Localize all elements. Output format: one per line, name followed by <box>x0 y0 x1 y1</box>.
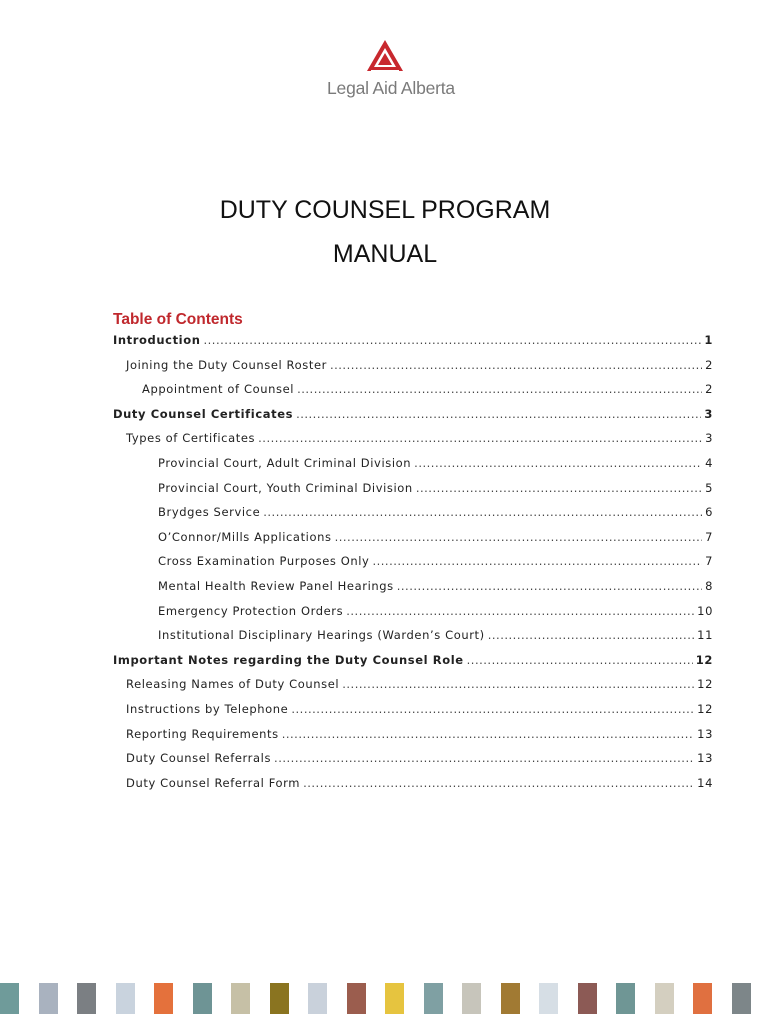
toc-entry[interactable] <box>142 382 713 402</box>
footer-stripe <box>193 983 212 1014</box>
footer-stripe <box>212 983 231 1014</box>
toc-entry-label: Emergency Protection Orders <box>158 603 344 618</box>
toc-heading: Table of Contents <box>113 311 243 328</box>
toc-dot-leader <box>274 751 694 765</box>
toc-dot-leader <box>204 333 702 347</box>
toc-entry-page: 6 <box>705 505 713 520</box>
footer-stripe <box>347 983 366 1014</box>
toc-dot-leader <box>346 604 694 618</box>
footer-stripe <box>96 983 115 1014</box>
toc-entry[interactable] <box>158 456 713 476</box>
toc-entry-page: 3 <box>705 431 713 446</box>
toc-dot-leader <box>263 505 702 519</box>
toc-entry-label: Types of Certificates <box>126 431 256 446</box>
toc-entry-label: Reporting Requirements <box>126 726 279 741</box>
footer-stripe <box>154 983 173 1014</box>
toc-entry[interactable] <box>126 677 713 697</box>
footer-stripe <box>674 983 693 1014</box>
toc-entry-page: 2 <box>705 357 713 372</box>
toc-entry-label: Appointment of Counsel <box>142 382 295 397</box>
footer-stripe <box>116 983 135 1014</box>
toc-entry-page: 7 <box>705 554 713 569</box>
footer-stripe <box>520 983 539 1014</box>
footer-stripe <box>404 983 423 1014</box>
toc-entry-page: 13 <box>697 726 713 741</box>
footer-stripe <box>539 983 558 1014</box>
footer-stripe <box>173 983 192 1014</box>
footer-stripe <box>308 983 327 1014</box>
toc-entry[interactable] <box>126 776 713 796</box>
toc-entry[interactable] <box>158 628 713 648</box>
toc-entry-label: Cross Examination Purposes Only <box>158 554 370 569</box>
toc-entry-page: 13 <box>697 751 713 766</box>
footer-stripe <box>655 983 674 1014</box>
footer-stripe <box>135 983 154 1014</box>
footer-stripe <box>250 983 269 1014</box>
footer-stripe <box>231 983 250 1014</box>
toc-entry-label: Duty Counsel Certificates <box>113 406 294 421</box>
toc-dot-leader <box>296 407 701 421</box>
footer-stripe <box>289 983 308 1014</box>
toc-entry-page: 4 <box>705 456 713 470</box>
toc-entry-label: Important Notes regarding the Duty Counsel Role <box>113 652 464 667</box>
toc-entry-page: 3 <box>704 406 713 421</box>
toc-entry[interactable] <box>126 751 713 771</box>
toc-entry[interactable] <box>126 702 713 722</box>
footer-stripe <box>481 983 500 1014</box>
footer-stripe <box>39 983 58 1014</box>
toc-dot-leader <box>258 431 702 445</box>
toc-entry-label: Introduction <box>113 333 201 347</box>
logo <box>0 38 770 99</box>
toc-entry-page: 10 <box>697 603 713 618</box>
footer-stripe <box>443 983 462 1014</box>
footer-stripe <box>58 983 77 1014</box>
toc-entry-label: Releasing Names of Duty Counsel <box>126 677 340 692</box>
toc-entry[interactable] <box>158 481 713 501</box>
toc-dot-leader <box>488 628 694 642</box>
footer-stripe <box>0 983 19 1014</box>
toc-entry-page: 8 <box>705 579 713 593</box>
toc-dot-leader <box>397 579 702 593</box>
toc-entry-page: 11 <box>697 628 713 643</box>
toc-entry-label: Mental Health Review Panel Hearings <box>158 579 394 593</box>
toc-entry-page: 14 <box>697 775 713 790</box>
toc-entry[interactable] <box>113 407 713 427</box>
toc-dot-leader <box>372 554 702 568</box>
toc-entry-page: 12 <box>695 652 713 667</box>
toc-entry[interactable] <box>158 579 713 599</box>
toc-dot-leader <box>282 727 694 741</box>
toc-entry[interactable] <box>126 727 713 747</box>
toc-entry[interactable] <box>126 358 713 378</box>
toc-entry[interactable] <box>158 554 713 574</box>
footer-stripe <box>366 983 385 1014</box>
footer-stripe <box>501 983 520 1014</box>
logo-text: Legal Aid Alberta <box>327 78 455 98</box>
toc-dot-leader <box>291 702 694 716</box>
footer-stripe <box>558 983 577 1014</box>
footer-stripe <box>732 983 751 1014</box>
footer-stripe <box>712 983 731 1014</box>
toc-entry-page: 5 <box>705 480 713 495</box>
document-title-line-2: MANUAL <box>332 240 438 268</box>
toc-entry-label: Joining the Duty Counsel Roster <box>126 357 327 372</box>
footer-stripe <box>385 983 404 1014</box>
toc-entry[interactable] <box>158 530 713 550</box>
toc-entry-label: O’Connor/Mills Applications <box>158 529 332 544</box>
toc-dot-leader <box>303 776 694 790</box>
footer-stripe <box>597 983 616 1014</box>
toc-entry-page: 12 <box>697 702 713 716</box>
toc-entry-label: Provincial Court, Youth Criminal Division <box>158 480 413 495</box>
footer-stripe <box>77 983 96 1014</box>
toc-entry-page: 12 <box>697 677 713 692</box>
toc-dot-leader <box>335 530 702 544</box>
toc-dot-leader <box>297 382 702 396</box>
footer-stripe <box>578 983 597 1014</box>
toc-entry-label: Duty Counsel Referrals <box>126 751 272 766</box>
toc-entry-label: Instructions by Telephone <box>126 702 289 716</box>
footer-stripe <box>693 983 712 1014</box>
legal-aid-alberta-logo-icon <box>365 38 405 74</box>
toc-entry[interactable] <box>126 431 713 451</box>
toc-entry-label: Provincial Court, Adult Criminal Division <box>158 456 412 470</box>
footer-stripe <box>635 983 654 1014</box>
footer-stripe <box>616 983 635 1014</box>
footer-stripe <box>751 983 770 1014</box>
footer-stripe <box>424 983 443 1014</box>
toc-dot-leader <box>330 358 702 372</box>
toc-entry[interactable] <box>113 333 713 353</box>
toc-entry[interactable] <box>158 604 713 624</box>
toc-entry-page: 2 <box>705 382 713 397</box>
footer-stripe-bar <box>0 983 770 1014</box>
footer-stripe <box>19 983 38 1014</box>
toc-dot-leader <box>467 653 693 667</box>
footer-stripe <box>327 983 346 1014</box>
toc-entry-page: 1 <box>704 333 713 347</box>
toc-entry-label: Duty Counsel Referral Form <box>126 775 301 790</box>
toc-dot-leader <box>416 481 702 495</box>
toc-entry-label: Institutional Disciplinary Hearings (Warden’s Court) <box>158 628 485 643</box>
toc-entry-label: Brydges Service <box>158 505 261 520</box>
toc-dot-leader <box>342 677 694 691</box>
footer-stripe <box>270 983 289 1014</box>
toc-entry-page: 7 <box>705 529 713 544</box>
toc-entry[interactable] <box>158 505 713 525</box>
toc-entry[interactable] <box>113 653 713 673</box>
toc-dot-leader <box>414 456 702 470</box>
document-title-line-1: DUTY COUNSEL PROGRAM <box>219 196 551 224</box>
footer-stripe <box>462 983 481 1014</box>
